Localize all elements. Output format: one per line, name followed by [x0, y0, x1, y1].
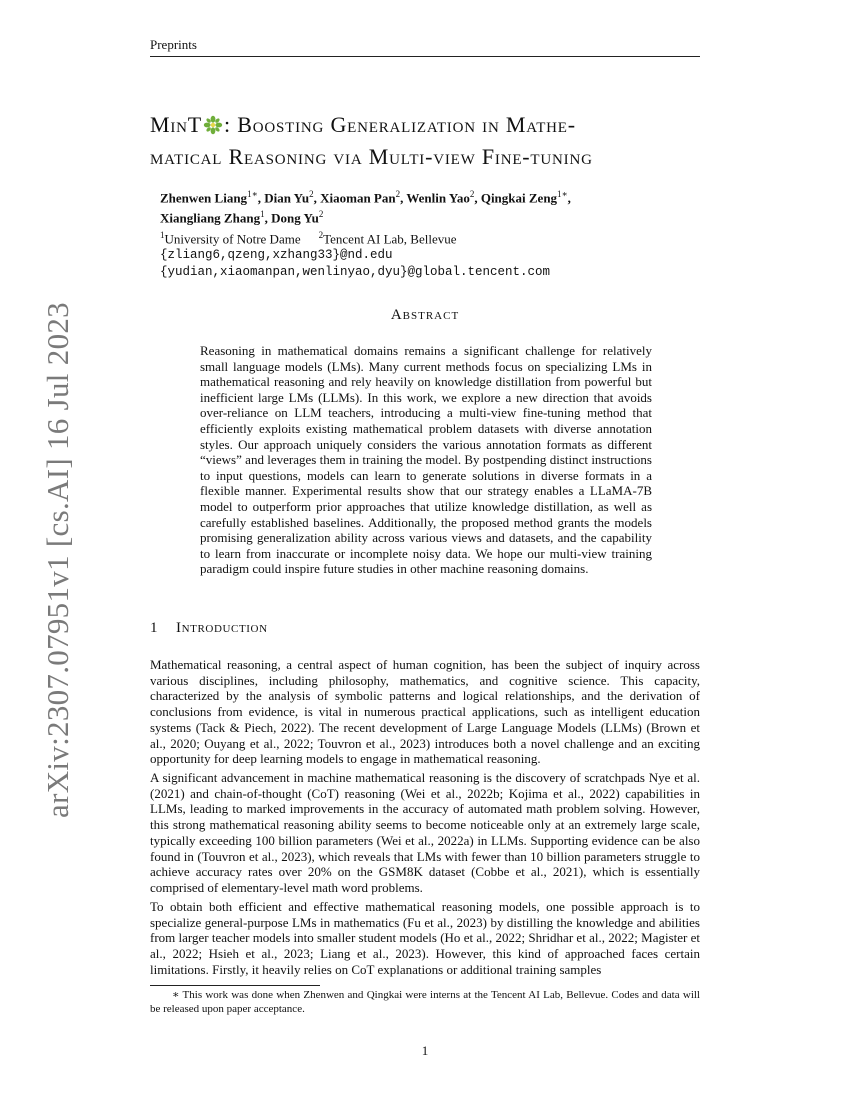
flower-logo-icon — [203, 113, 223, 142]
footnote-rule — [150, 985, 320, 986]
section-number: 1 — [150, 620, 159, 636]
author-name: Xiaoman Pan — [320, 190, 396, 206]
abstract-body: Reasoning in mathematical domains remains a significant challenge for relatively small language models (LMs). Many current methods focus on specializing LMs in mathematical reasoning and rely heavily on knowledge distillation from powerful but inefficient large LMs (LLMs). In this work, we explore a new direction that avoids over-reliance on LLM teachers, introducing a multi-view fine-tuning method that efficiently exploits existing mathematical problem datasets with diverse annotation styles. Our approach uniquely considers the various annotation formats as different “views” and leverages them in training the model. By postpending distinct instructions to input questions, models can learn to generate solutions in diverse formats in a flexible manner. Experimental results show that our strategy enables a LLaMA-7B model to outperform prior approaches that utilize knowledge distillation, as well as carefully established baselines. Additionally, the proposed method grants the models promising generalization ability across various views and datasets, and the capability to learn from inaccurate or incomplete noisy data. We hope our multi-view training paradigm could inspire future studies in other machine reasoning domains. — [200, 343, 652, 577]
section-heading-introduction — [150, 620, 700, 637]
title-line-2: matical Reasoning via Multi-view Fine-tuning — [150, 144, 593, 169]
author-name: Qingkai Zeng — [480, 190, 558, 206]
author-affiliation-mark: 1∗ — [557, 189, 568, 199]
author-affiliation-mark: 2 — [395, 189, 401, 199]
author-line-1: Zhenwen Liang$^{1∗}$, Dian Yu$^2$, Xiaoman Pan$^2$, Wenlin Yao$^2$, Qingkai Zeng$^{1∗}$, — [160, 189, 571, 206]
running-head: Preprints — [150, 37, 700, 57]
affiliation-mark: 1 — [160, 229, 165, 240]
section-title: Introduction — [176, 620, 268, 636]
intro-paragraph-3: To obtain both efficient and effective mathematical reasoning models, one possible approach is to specialize general-purpose LMs in mathematics (Fu et al., 2023) by distilling the knowledge and abilities from larger teacher models into smaller student models (Ho et al., 2022; Shridhar et al., 2022; Magister et al., 2022; Hsieh et al., 2023; Liang et al., 2023). However, this kind of approached faces certain limitations. Firstly, it heavily relies on CoT explanations or additional training samples — [150, 899, 700, 977]
title-text-part-1: : Boosting Generalization in Mathe- — [224, 112, 576, 137]
footnote: ∗ This work was done when Zhenwen and Qingkai were interns at the Tencent AI Lab, Bellevue. Codes and data will be released upon paper acceptance. — [150, 989, 700, 1015]
affiliation-notre-dame: University of Notre Dame — [164, 230, 301, 246]
author-name: Dian Yu — [264, 190, 310, 206]
title-method-name: MinT — [150, 112, 203, 137]
page-number: 1 — [421, 1043, 429, 1058]
affiliation-tencent: Tencent AI Lab, Bellevue — [323, 230, 457, 246]
abstract-heading: Abstract — [390, 307, 460, 323]
author-block — [160, 186, 700, 281]
intro-paragraph-2: A significant advancement in machine mathematical reasoning is the discovery of scratchpads Nye et al. (2021) and chain-of-thought (CoT) reasoning (Wei et al., 2022b; Kojima et al., 2022) capabilities in LLMs, leading to marked improvements in the accuracy of automated math problem solving. However, this strong mathematical reasoning ability seems to become noticeable only at an extremely large scale, typically exceeding 100 billion parameters (Wei et al., 2022a) in LLMs. Supporting evidence can be also found in (Touvron et al., 2023), which reveals that LMs with fewer than 10 billion parameters struggle to achieve accuracy rates over 20% on the GSM8K dataset (Cobbe et al., 2021), which is essentially comprised of elementary-level math word problems. — [150, 770, 700, 895]
author-affiliation-mark: 2 — [309, 189, 314, 199]
affiliation-mark: 2 — [318, 229, 324, 240]
author-line-2: Xiangliang Zhang$^1$, Dong Yu$^2$ — [160, 209, 324, 226]
affiliations — [160, 227, 700, 247]
author-name: Wenlin Yao — [406, 190, 470, 206]
author-name: Dong Yu — [271, 210, 319, 226]
author-affiliation-mark: 2 — [469, 189, 475, 199]
author-affiliation-mark: 2 — [318, 209, 324, 220]
paper-title — [150, 110, 700, 171]
title-line-1 — [150, 110, 700, 142]
author-affiliation-mark: 1 — [260, 209, 265, 220]
author-name: Xiangliang Zhang — [160, 210, 261, 226]
intro-paragraph-1: Mathematical reasoning, a central aspect of human cognition, has been the subject of inquiry across various disciplines, including philosophy, mathematics, and cognitive science. This capacity, characterized by the analysis of symbolic patterns and logical relationships, and the derivation of conclusions from evidence, is vital in numerous practical applications, such as intelligent education systems (Tack & Piech, 2022). The recent development of Large Language Models (LLMs) (Brown et al., 2020; Ouyang et al., 2022; Touvron et al., 2023) introduces both a novel challenge and an exciting opportunity for deep learning models to engage in mathematical reasoning. — [150, 657, 700, 767]
author-name: Zhenwen Liang — [160, 190, 248, 206]
email-nd: {zliang6,qzeng,xzhang33}@nd.edu — [160, 247, 393, 262]
email-tencent: {yudian,xiaomanpan,wenlinyao,dyu}@global.tencent.com — [160, 264, 551, 279]
author-affiliation-mark: 1∗ — [247, 189, 258, 199]
arxiv-stamp: arXiv:2307.07951v1 [cs.AI] 16 Jul 2023 — [40, 302, 75, 818]
